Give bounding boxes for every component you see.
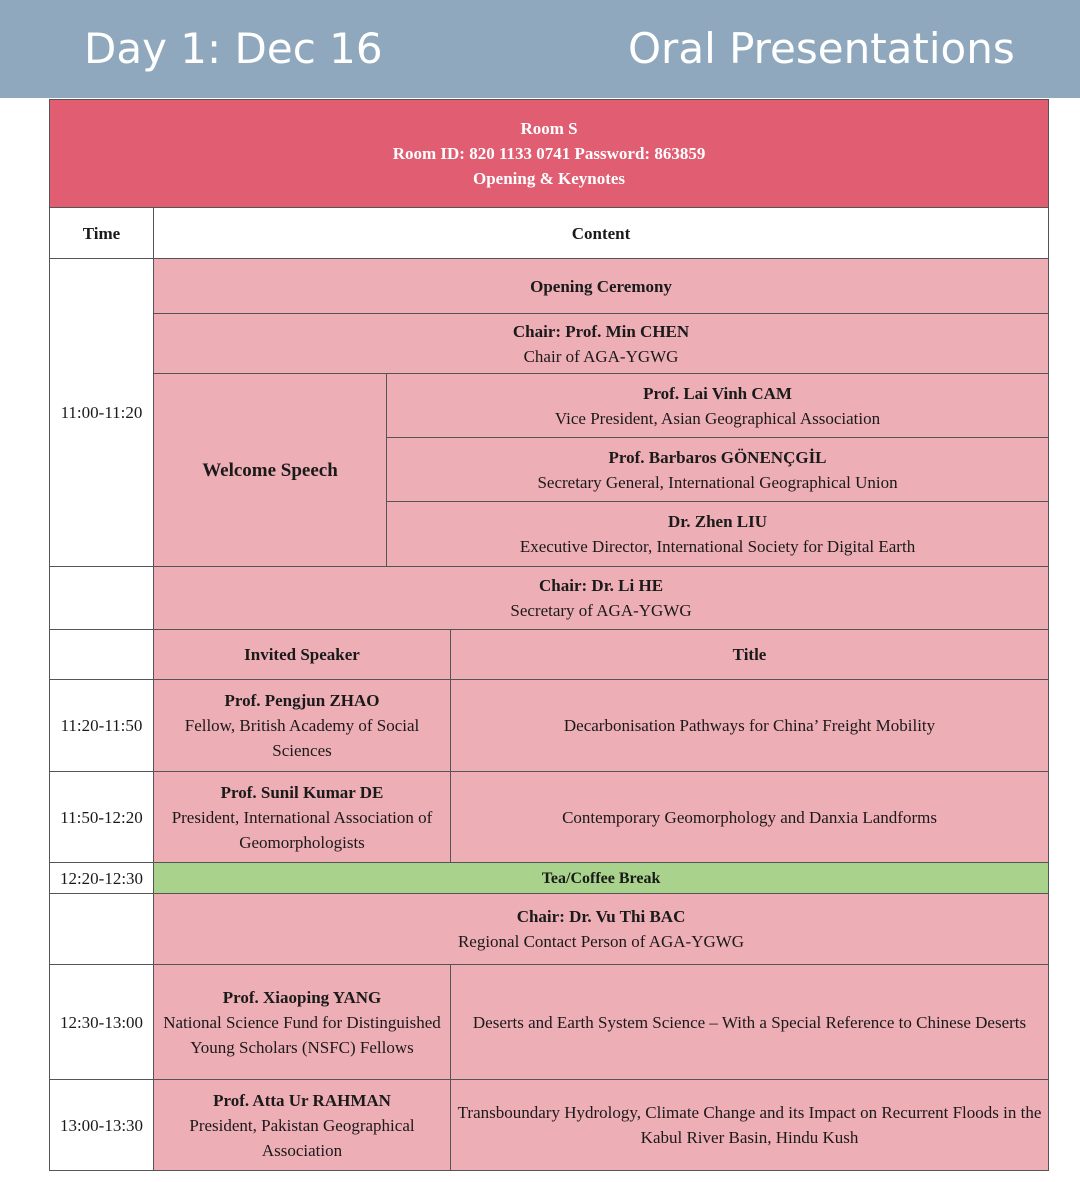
talk-row (50, 1080, 1049, 1171)
content-column-header: Content (154, 208, 1049, 259)
opening-chair (154, 314, 1049, 374)
break-label: Tea/Coffee Break (154, 863, 1049, 894)
talk-row (50, 680, 1049, 772)
talk-speaker (154, 1080, 451, 1171)
talk-time: 13:00-13:30 (50, 1080, 154, 1171)
room-id-line: Room ID: 820 1133 0741 Password: 863859 (392, 144, 706, 163)
session2-chair-name: Chair: Dr. Vu Thi BAC (516, 907, 686, 926)
speaker-affiliation: National Science Fund for Distinguished Young Scholars (NSFC) Fellows (163, 1012, 441, 1057)
session2-chair-role: Regional Contact Person of AGA-YGWG (457, 932, 745, 951)
welcome-speaker-role: Secretary General, International Geographical Union (537, 472, 898, 492)
speaker-affiliation: President, International Association of Geomorphologists (171, 807, 433, 852)
session-type-label: Oral Presentations (628, 24, 1015, 73)
opening-chair-role: Chair of AGA-YGWG (523, 346, 679, 366)
speaker-affiliation: Fellow, British Academy of Social Sciences (184, 716, 420, 760)
session1-chair-role: Secretary of AGA-YGWG (510, 601, 692, 620)
session1-chair-name: Chair: Dr. Li HE (539, 576, 664, 595)
session-title: Opening & Keynotes (472, 169, 626, 188)
talk-row (50, 772, 1049, 863)
schedule-table (49, 99, 1049, 1171)
welcome-speaker-name: Prof. Lai Vinh CAM (643, 383, 792, 403)
empty-time-cell (50, 630, 154, 680)
opening-time: 11:00-11:20 (50, 259, 154, 567)
talk-speaker (154, 965, 451, 1080)
session2-chair (154, 894, 1049, 965)
opening-ceremony-title: Opening Ceremony (154, 259, 1049, 314)
empty-time-cell (50, 894, 154, 965)
welcome-speaker (387, 374, 1049, 438)
welcome-speaker-role: Executive Director, International Society for Digital Earth (519, 537, 916, 556)
talk-speaker (154, 772, 451, 863)
welcome-speaker-name: Dr. Zhen LIU (668, 512, 768, 531)
speaker-name: Prof. Pengjun ZHAO (224, 691, 380, 710)
session1-chair (154, 567, 1049, 630)
talk-row (50, 965, 1049, 1080)
talk-speaker (154, 680, 451, 772)
title-header: Title (451, 630, 1049, 680)
invited-speaker-header: Invited Speaker (154, 630, 451, 680)
empty-time-cell (50, 567, 154, 630)
talk-title: Decarbonisation Pathways for China’ Freight Mobility (451, 680, 1049, 772)
room-name: Room S (520, 119, 578, 138)
talk-title: Transboundary Hydrology, Climate Change and its Impact on Recurrent Floods in the Kabul River Basin, Hindu Kush (451, 1080, 1049, 1171)
header-banner (0, 0, 1080, 98)
welcome-speech-label: Welcome Speech (154, 374, 387, 567)
speaker-name: Prof. Sunil Kumar DE (220, 782, 384, 802)
welcome-speaker-name: Prof. Barbaros GÖNENÇGİL (608, 447, 827, 467)
day-label: Day 1: Dec 16 (84, 24, 383, 73)
talk-title: Deserts and Earth System Science – With a Special Reference to Chinese Deserts (451, 965, 1049, 1080)
opening-chair-name: Chair: Prof. Min CHEN (512, 321, 690, 341)
speaker-affiliation: President, Pakistan Geographical Association (189, 1115, 415, 1160)
talk-time: 11:50-12:20 (50, 772, 154, 863)
talk-title: Contemporary Geomorphology and Danxia Landforms (451, 772, 1049, 863)
welcome-speaker-role: Vice President, Asian Geographical Association (554, 408, 881, 428)
time-column-header: Time (50, 208, 154, 259)
talk-time: 11:20-11:50 (50, 680, 154, 772)
welcome-speaker (387, 502, 1049, 567)
speaker-name: Prof. Atta Ur RAHMAN (213, 1090, 391, 1110)
room-header (50, 100, 1049, 208)
welcome-speaker (387, 438, 1049, 502)
talk-time: 12:30-13:00 (50, 965, 154, 1080)
break-time: 12:20-12:30 (50, 863, 154, 894)
speaker-name: Prof. Xiaoping YANG (222, 987, 382, 1007)
